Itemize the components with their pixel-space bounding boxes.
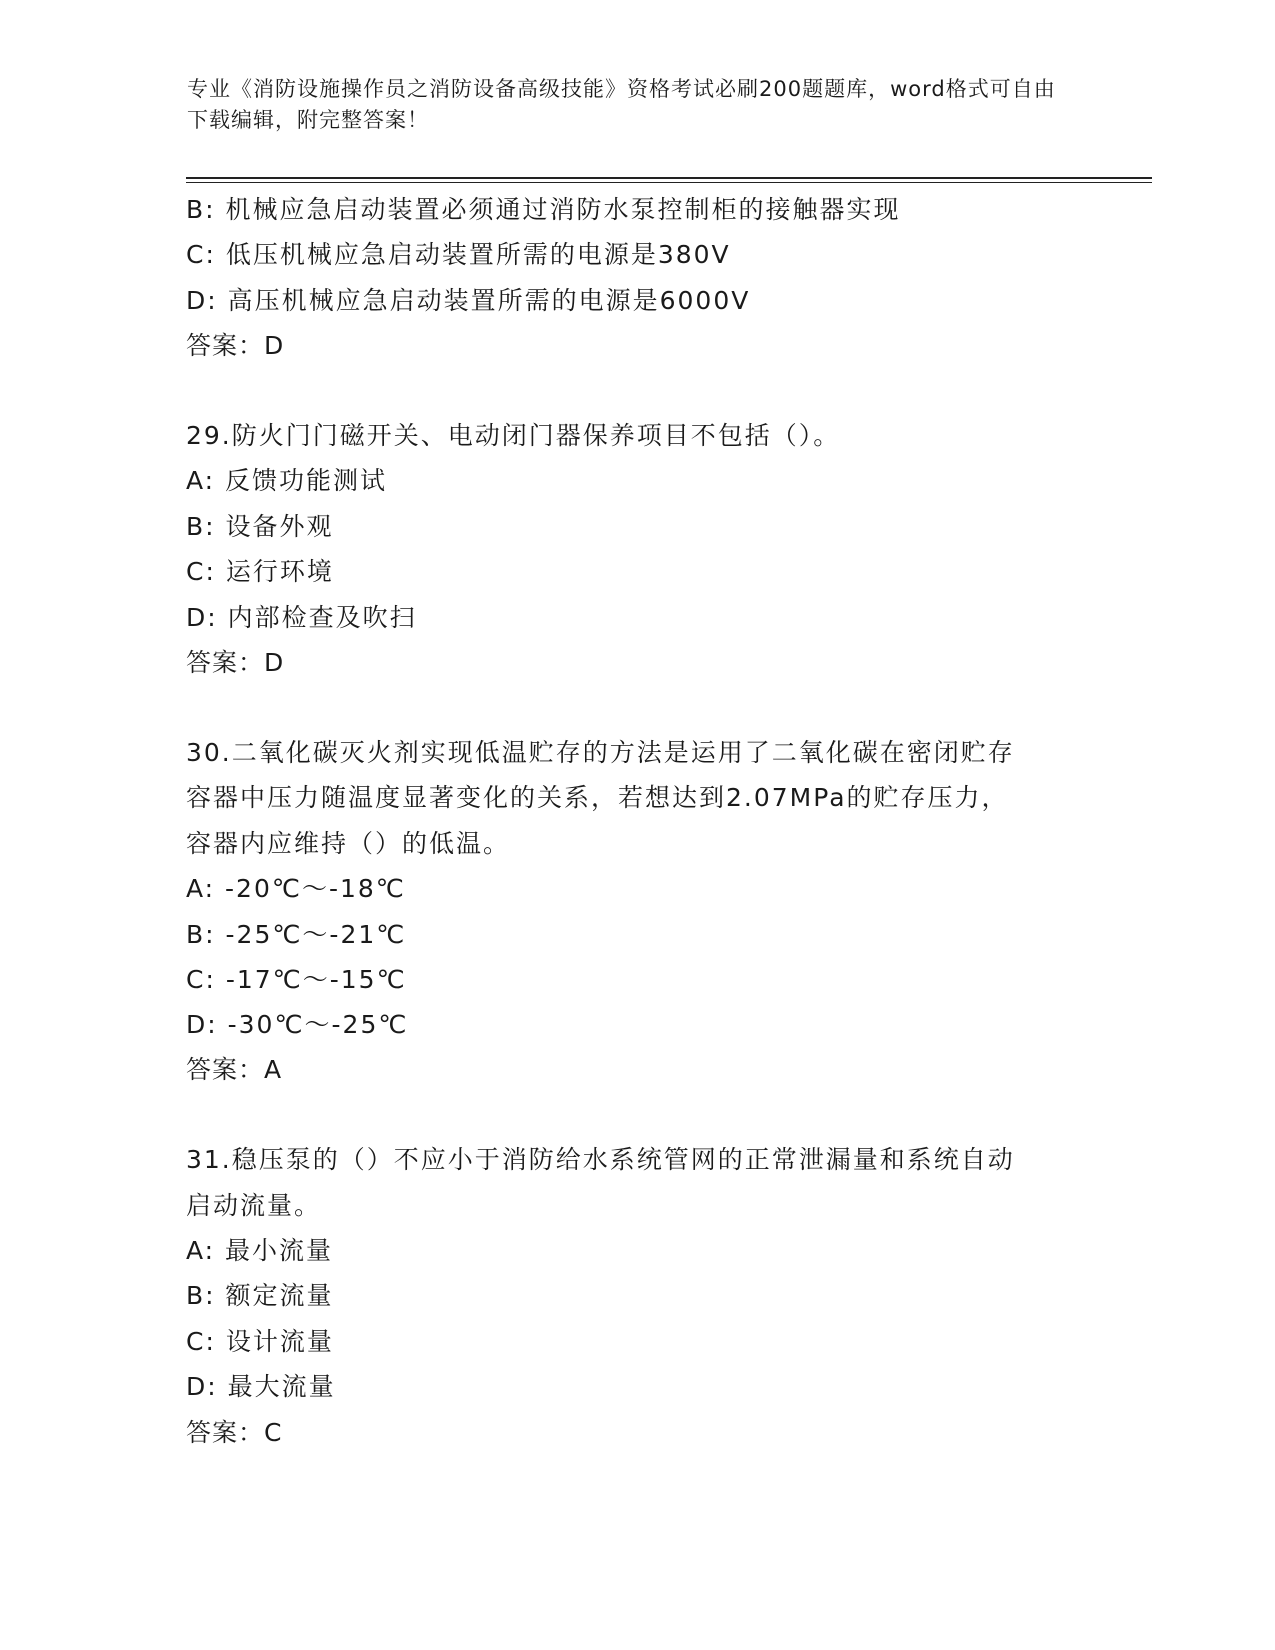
header-rule-thin	[186, 182, 1152, 183]
q30-option-a: A: -20℃～-18℃	[186, 874, 406, 903]
q31-option-a: A: 最小流量	[186, 1236, 334, 1265]
q30-answer: 答案：A	[186, 1055, 283, 1084]
header-rule-thick	[186, 177, 1152, 179]
q29-stem: 29.防火门门磁开关、电动闭门器保养项目不包括（）。	[186, 421, 841, 450]
q30-option-c: C: -17℃～-15℃	[186, 965, 407, 994]
q28-option-b: B: 机械应急启动装置必须通过消防水泵控制柜的接触器实现	[186, 195, 901, 224]
q31-option-b: B: 额定流量	[186, 1281, 334, 1310]
q31-option-c: C: 设计流量	[186, 1327, 334, 1356]
q31-stem-line-1: 31.稳压泵的（）不应小于消防给水系统管网的正常泄漏量和系统自动	[186, 1145, 1015, 1174]
q29-option-d: D: 内部检查及吹扫	[186, 603, 417, 632]
q30-stem-line-2: 容器中压力随温度显著变化的关系，若想达到2.07MPa的贮存压力，	[186, 783, 1009, 812]
q31-answer: 答案：C	[186, 1418, 283, 1447]
q30-option-d: D: -30℃～-25℃	[186, 1010, 409, 1039]
q29-answer: 答案：D	[186, 648, 285, 677]
q29-option-a: A: 反馈功能测试	[186, 466, 388, 495]
q31-option-d: D: 最大流量	[186, 1372, 336, 1401]
q28-answer: 答案：D	[186, 331, 285, 360]
q29-option-b: B: 设备外观	[186, 512, 334, 541]
q30-stem-line-3: 容器内应维持（）的低温。	[186, 829, 511, 858]
q30-option-b: B: -25℃～-21℃	[186, 920, 407, 949]
q28-option-d: D: 高压机械应急启动装置所需的电源是6000V	[186, 286, 751, 315]
q28-option-c: C: 低压机械应急启动装置所需的电源是380V	[186, 240, 731, 269]
q29-option-c: C: 运行环境	[186, 557, 334, 586]
q31-stem-line-2: 启动流量。	[186, 1191, 322, 1220]
q30-stem-line-1: 30.二氧化碳灭火剂实现低温贮存的方法是运用了二氧化碳在密闭贮存	[186, 738, 1015, 767]
document-header: 专业《消防设施操作员之消防设备高级技能》资格考试必刷200题题库，word格式可自由下载编辑，附完整答案！	[187, 77, 1056, 132]
